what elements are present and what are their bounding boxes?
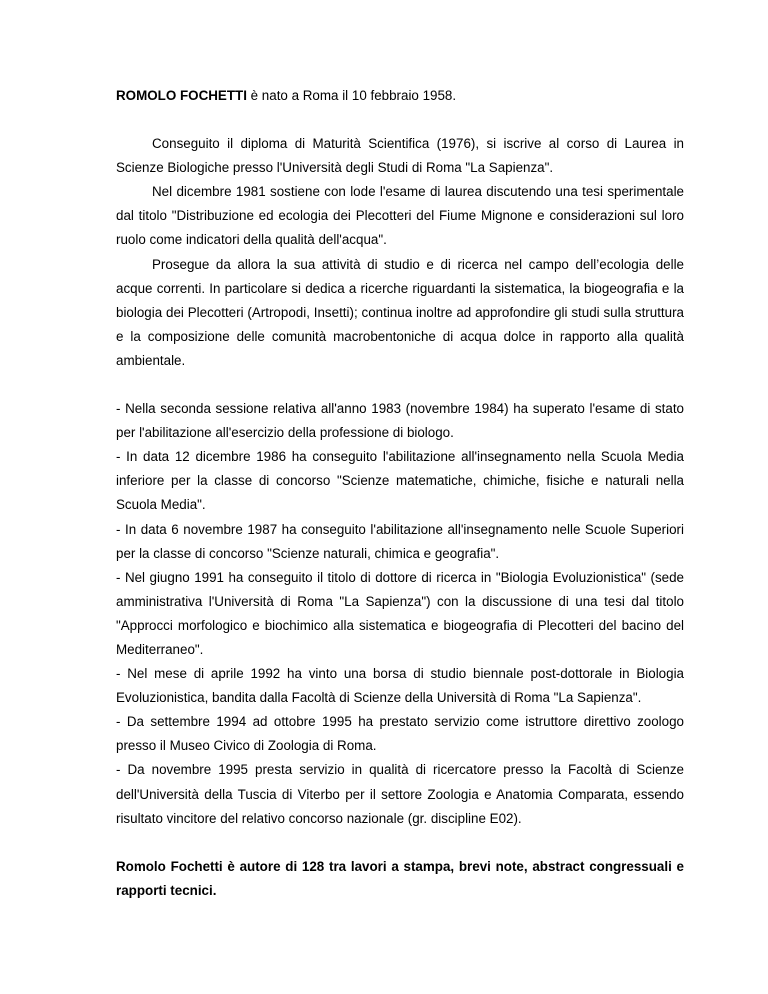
paragraph-research: Prosegue da allora la sua attività di studio e di ricerca nel campo dell’ecologia delle acque correnti. In particolare si dedica a ricerche riguardanti la sistematica, la biogeografia e la biologia dei Plecotteri (Artropodi, Insetti); continua inoltre ad approfondire gli studi sulla struttura e la composizione delle comunità macrobentoniche di acqua dolce in rapporto alla qualità ambientale. (116, 256, 684, 368)
intro-text: è nato a Roma il 10 febbraio 1958. (246, 88, 457, 103)
author-name: ROMOLO FOCHETTI (116, 88, 247, 103)
document-page (116, 84, 684, 903)
career-item: - Nella seconda sessione relativa all'anno 1983 (novembre 1984) ha superato l'esame di stato per l'abilitazione all'esercizio della professione di biologo. (116, 401, 684, 441)
spacer (116, 831, 684, 855)
spacer (116, 373, 684, 397)
career-item: - In data 12 dicembre 1986 ha conseguito l'abilitazione all'insegnamento nella Scuola Media inferiore per la classe di concorso "Scienze matematiche, chimiche, fisiche e naturali nella Scuola Media". (116, 449, 684, 513)
paragraph-education: Conseguito il diploma di Maturità Scientifica (1976), si iscrive al corso di Laurea in Scienze Biologiche presso l'Università degli Studi di Roma "La Sapienza". (116, 136, 684, 176)
career-item: - In data 6 novembre 1987 ha conseguito l'abilitazione all'insegnamento nelle Scuole Superiori per la classe di concorso "Scienze naturali, chimica e geografia". (116, 521, 684, 561)
career-item: - Nel giugno 1991 ha conseguito il titolo di dottore di ricerca in "Biologia Evoluzionistica" (sede amministrativa l'Università di Roma "La Sapienza") con la discussione di una tesi dal titolo "Approcci morfologico e biochimico alla sistematica e biogeografia di Plecotteri del bacino del Mediterraneo". (116, 569, 684, 657)
paragraph-thesis: Nel dicembre 1981 sostiene con lode l'esame di laurea discutendo una tesi sperimentale dal titolo "Distribuzione ed ecologia dei Plecotteri del Fiume Mignone e considerazioni sul loro ruolo come indicatori della qualità dell'acqua". (116, 184, 684, 248)
career-item: - Da novembre 1995 presta servizio in qualità di ricercatore presso la Facoltà di Scienze dell'Università della Tuscia di Viterbo per il settore Zoologia e Anatomia Comparata, essendo risultato vincitore del relativo concorso nazionale (gr. discipline E02). (116, 762, 684, 826)
career-item: - Nel mese di aprile 1992 ha vinto una borsa di studio biennale post-dottorale in Biologia Evoluzionistica, bandita dalla Facoltà di Scienze della Università di Roma "La Sapienza". (116, 666, 684, 706)
intro-line (116, 84, 684, 108)
career-item: - Da settembre 1994 ad ottobre 1995 ha prestato servizio come istruttore direttivo zoologo presso il Museo Civico di Zoologia di Roma. (116, 714, 684, 754)
publications-summary: Romolo Fochetti è autore di 128 tra lavori a stampa, brevi note, abstract congressuali e rapporti tecnici. (116, 858, 684, 898)
spacer (116, 108, 684, 132)
